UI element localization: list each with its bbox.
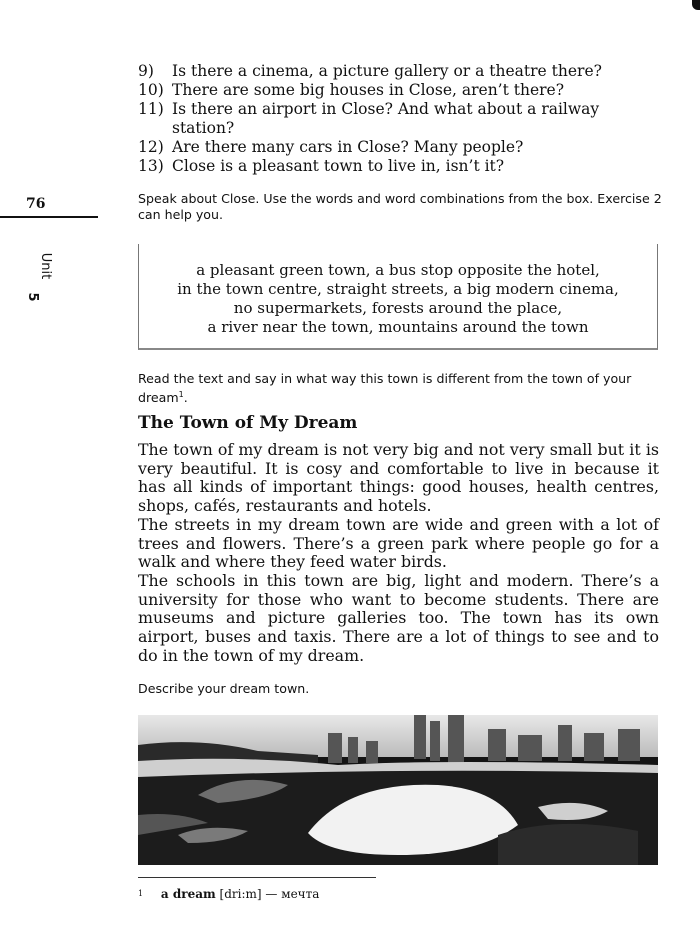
footnote-word: a dream — [160, 887, 216, 901]
text-body — [138, 441, 659, 665]
word-box-line: no supermarkets, forests around the place, — [233, 299, 563, 317]
read-instruction — [138, 371, 663, 406]
question-number: 9) — [138, 62, 154, 80]
question-text: Close is a pleasant town to live in, isn’t it? — [172, 157, 505, 175]
question-number: 13) — [138, 157, 164, 175]
text-title: The Town of My Dream — [138, 413, 358, 433]
word-box — [138, 244, 658, 350]
text-paragraph: The schools in this town are big, light and modern. There’s a university for those who want to become students. There are museums and picture galleries too. The town has its own airport, buses and taxis. There are a lot of things to see and to do in the town of my dream. — [138, 570, 659, 665]
question-item — [138, 157, 663, 176]
page-number: 76 — [26, 196, 46, 212]
describe-instruction: Describe your dream town. — [138, 681, 310, 696]
unit-number: 5 — [25, 292, 40, 302]
read-instruction-text: Read the text and say in what way this town is different from the town of your dream — [138, 371, 632, 406]
question-item — [138, 138, 663, 157]
footnote-ref: 1 — [178, 390, 184, 399]
page-number-rule — [0, 216, 98, 218]
question-text: Are there many cars in Close? Many people? — [172, 138, 524, 156]
word-box-line: a pleasant green town, a bus stop opposite the hotel, — [196, 261, 600, 279]
footnote-transcription: [dri:m] — [219, 887, 262, 901]
question-text: Is there a cinema, a picture gallery or a theatre there? — [172, 62, 602, 80]
footnote-rule — [138, 877, 376, 878]
question-number: 11) — [138, 100, 164, 118]
footnote-dash: — — [265, 887, 278, 901]
corner-mark — [692, 0, 700, 10]
read-instruction-end: . — [183, 390, 188, 406]
question-text: There are some big houses in Close, aren’t there? — [172, 81, 565, 99]
word-box-lines — [139, 261, 657, 337]
footnote-translation: мечта — [281, 887, 320, 901]
question-list — [138, 62, 663, 176]
city-photo-illustration — [138, 715, 658, 865]
question-item — [138, 100, 663, 138]
question-number: 12) — [138, 138, 164, 156]
speak-instruction: Speak about Close. Use the words and word combinations from the box. Exercise 2 can help you. — [138, 191, 662, 222]
city-photo — [138, 715, 658, 865]
question-item — [138, 62, 663, 81]
unit-label — [24, 232, 53, 304]
question-text: Is there an airport in Close? And what about a railway station? — [172, 100, 600, 137]
footnote — [138, 886, 319, 902]
text-paragraph: The town of my dream is not very big and not very small but it is very beautiful. It is cosy and comfortable to live in because it has all kinds of important things: good houses, health centres, shops, cafés, restaurants and hotels. — [138, 440, 659, 516]
question-number: 10) — [138, 81, 164, 99]
text-paragraph: The streets in my dream town are wide and green with a lot of trees and flowers. There’s a green park where people go for a walk and where they feed water birds. — [138, 514, 659, 572]
word-box-line: a river near the town, mountains around the town — [207, 318, 589, 336]
unit-word: Unit — [38, 252, 53, 280]
word-box-line: in the town centre, straight streets, a big modern cinema, — [177, 280, 619, 298]
footnote-mark: 1 — [138, 889, 144, 898]
question-item — [138, 81, 663, 100]
